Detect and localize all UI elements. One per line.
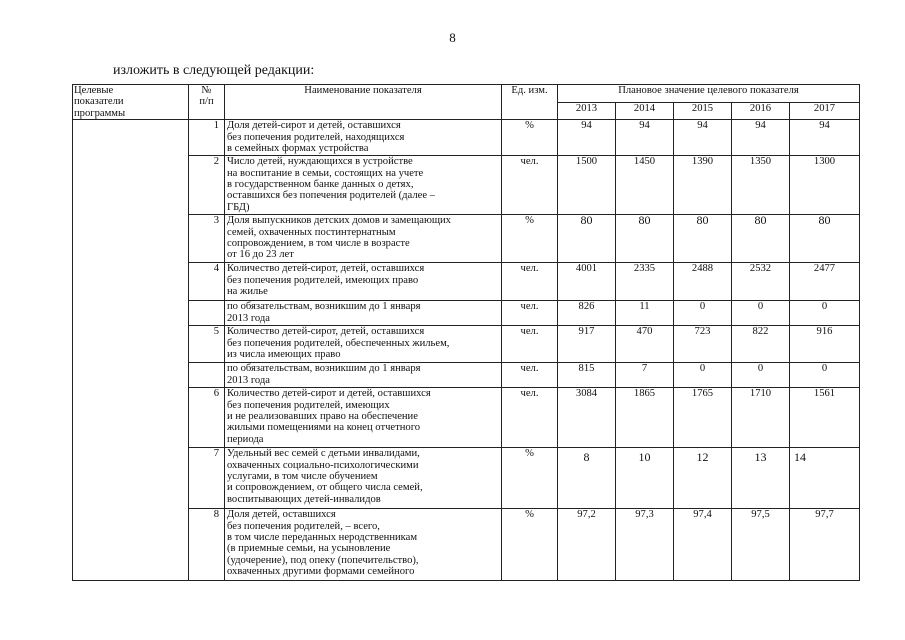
value-cell: 97,2 — [558, 509, 616, 581]
value-cell: 11 — [616, 301, 674, 326]
value-cell: 1350 — [732, 156, 790, 215]
value-cell: 1450 — [616, 156, 674, 215]
table-row — [73, 156, 860, 215]
unit: % — [502, 215, 558, 263]
value-cell: 94 — [616, 120, 674, 156]
intro-text: изложить в следующей редакции: — [113, 63, 315, 78]
table-row — [73, 448, 860, 509]
table-row — [73, 215, 860, 263]
value-cell: 94 — [558, 120, 616, 156]
value-cell: 80 — [616, 215, 674, 263]
value-cell: 1300 — [790, 156, 860, 215]
value-cell: 0 — [732, 301, 790, 326]
header-target-indicators: Целевые показатели программы — [73, 85, 189, 120]
value-cell: 2335 — [616, 263, 674, 301]
header-year: 2015 — [674, 102, 732, 119]
value-cell: 1710 — [732, 388, 790, 448]
header-year: 2013 — [558, 102, 616, 119]
indicator-name: Количество детей-сирот, детей, оставшихся без попечения родителей, имеющих право на жилье — [225, 263, 502, 301]
header-indicator-name: Наименование показателя — [225, 85, 502, 120]
header-row-number: № п/п — [189, 85, 225, 120]
value-cell: 12 — [674, 448, 732, 509]
row-number: 2 — [189, 156, 225, 215]
value-cell: 97,4 — [674, 509, 732, 581]
value-cell: 1865 — [616, 388, 674, 448]
value-cell: 8 — [558, 448, 616, 509]
unit: % — [502, 120, 558, 156]
value-cell: 826 — [558, 301, 616, 326]
table-row — [73, 326, 860, 363]
unit: чел. — [502, 388, 558, 448]
indicator-name: по обязательствам, возникшим до 1 января 2013 года — [225, 301, 502, 326]
value-cell: 0 — [790, 363, 860, 388]
unit: чел. — [502, 363, 558, 388]
value-cell: 1500 — [558, 156, 616, 215]
value-cell: 917 — [558, 326, 616, 363]
value-cell: 822 — [732, 326, 790, 363]
value-cell: 94 — [732, 120, 790, 156]
value-cell: 97,3 — [616, 509, 674, 581]
value-cell: 80 — [558, 215, 616, 263]
target-indicators-cell — [73, 120, 189, 581]
value-cell: 0 — [674, 363, 732, 388]
value-cell: 97,5 — [732, 509, 790, 581]
value-cell: 470 — [616, 326, 674, 363]
indicator-name: Удельный вес семей с детьми инвалидами, охваченных социально-психологическими услугами, в том числе обучением и сопровождением, от общего числа семей, воспитывающих детей-инвалидов — [225, 448, 502, 509]
value-cell: 14 — [790, 448, 860, 509]
indicator-name: Доля детей-сирот и детей, оставшихся без попечения родителей, находящихся в семейных формах устройства — [225, 120, 502, 156]
value-cell: 2532 — [732, 263, 790, 301]
page-number: 8 — [449, 30, 456, 45]
unit: чел. — [502, 301, 558, 326]
value-cell: 2488 — [674, 263, 732, 301]
value-cell: 10 — [616, 448, 674, 509]
indicator-name: по обязательствам, возникшим до 1 января 2013 года — [225, 363, 502, 388]
table-row — [73, 388, 860, 448]
value-cell: 80 — [732, 215, 790, 263]
header-year: 2016 — [732, 102, 790, 119]
value-cell: 0 — [674, 301, 732, 326]
header-year: 2017 — [790, 102, 860, 119]
value-cell: 7 — [616, 363, 674, 388]
table-row — [73, 263, 860, 301]
value-cell: 94 — [674, 120, 732, 156]
row-number — [189, 301, 225, 326]
table-row — [73, 363, 860, 388]
value-cell: 1390 — [674, 156, 732, 215]
unit: % — [502, 509, 558, 581]
row-number: 3 — [189, 215, 225, 263]
value-cell: 2477 — [790, 263, 860, 301]
value-cell: 97,7 — [790, 509, 860, 581]
value-cell: 1561 — [790, 388, 860, 448]
value-cell: 0 — [732, 363, 790, 388]
value-cell: 80 — [790, 215, 860, 263]
table-row — [73, 509, 860, 581]
value-cell: 94 — [790, 120, 860, 156]
indicator-name: Количество детей-сирот и детей, оставшихся без попечения родителей, имеющих и не реализовавших право на обеспечение жилыми помещениями на конец отчетного периода — [225, 388, 502, 448]
value-cell: 1765 — [674, 388, 732, 448]
indicator-name: Доля выпускников детских домов и замещающих семей, охваченных постинтернатным сопровождением, в том числе в возрасте от 16 до 23 лет — [225, 215, 502, 263]
unit: % — [502, 448, 558, 509]
indicators-table — [72, 84, 860, 581]
table-row — [73, 301, 860, 326]
value-cell: 0 — [790, 301, 860, 326]
header-planned-value: Плановое значение целевого показателя — [558, 85, 860, 103]
row-number: 7 — [189, 448, 225, 509]
value-cell: 4001 — [558, 263, 616, 301]
row-number: 1 — [189, 120, 225, 156]
header-unit: Ед. изм. — [502, 85, 558, 120]
header-year: 2014 — [616, 102, 674, 119]
unit: чел. — [502, 326, 558, 363]
row-number: 8 — [189, 509, 225, 581]
value-cell: 815 — [558, 363, 616, 388]
indicator-name: Доля детей, оставшихся без попечения родителей, – всего, в том числе переданных неродственникам (в приемные семьи, на усыновление (удочерение), под опеку (попечительство), охваченных другими формами семейного — [225, 509, 502, 581]
table-row — [73, 120, 860, 156]
row-number: 6 — [189, 388, 225, 448]
value-cell: 80 — [674, 215, 732, 263]
row-number — [189, 363, 225, 388]
unit: чел. — [502, 156, 558, 215]
value-cell: 916 — [790, 326, 860, 363]
unit: чел. — [502, 263, 558, 301]
indicator-name: Число детей, нуждающихся в устройстве на воспитание в семьи, состоящих на учете в государственном банке данных о детях, оставшихся без попечения родителей (далее – ГБД) — [225, 156, 502, 215]
value-cell: 723 — [674, 326, 732, 363]
indicator-name: Количество детей-сирот, детей, оставшихся без попечения родителей, обеспеченных жильем, из числа имеющих право — [225, 326, 502, 363]
value-cell: 3084 — [558, 388, 616, 448]
row-number: 5 — [189, 326, 225, 363]
row-number: 4 — [189, 263, 225, 301]
value-cell: 13 — [732, 448, 790, 509]
